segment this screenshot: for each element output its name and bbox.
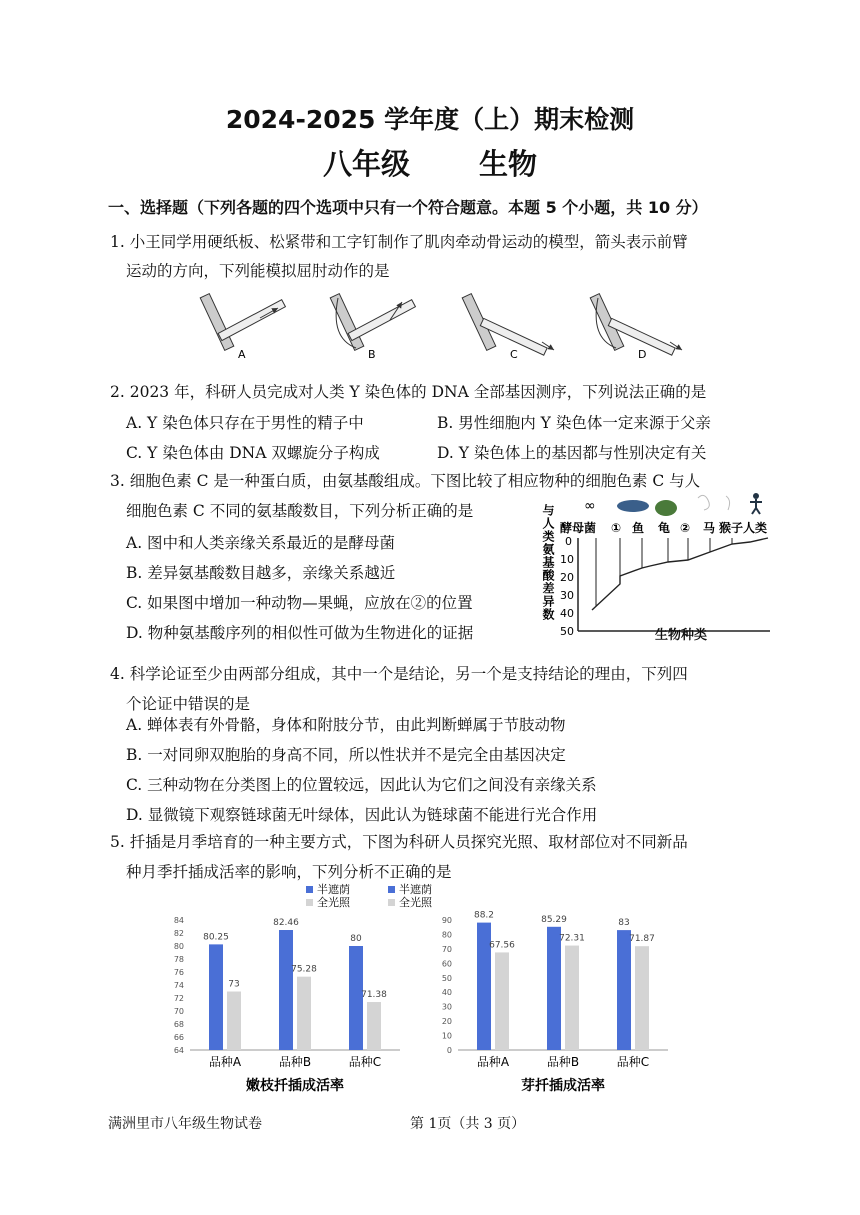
- svg-text:B: B: [368, 348, 376, 361]
- y-tick-label: 66: [173, 1033, 184, 1042]
- q4-option-a: A. 蝉体表有外骨骼，身体和附肢分节，由此判断蝉属于节肢动物: [126, 716, 566, 734]
- q3-yaxis-label: 与人类氨基酸差异数: [541, 504, 555, 621]
- svg-text:30: 30: [560, 589, 574, 602]
- q5-line1: 5. 扦插是月季培育的一种主要方式，下图为科研人员探究光照、取材部位对不同新品: [110, 833, 688, 851]
- svg-text:D: D: [638, 348, 647, 361]
- svg-text:C: C: [510, 348, 518, 361]
- svg-text:马: 马: [703, 521, 716, 535]
- q3-xaxis-label: 生物种类: [655, 628, 708, 643]
- q5-line2: 种月季扦插成活率的影响，下列分析不正确的是: [126, 863, 452, 881]
- y-tick-label: 20: [441, 1017, 452, 1027]
- data-label: 80: [350, 934, 362, 944]
- svg-text:龟: 龟: [658, 521, 671, 535]
- y-tick-label: 68: [173, 1020, 184, 1029]
- category-label: 品种A: [476, 1055, 510, 1069]
- q3-yticks: [560, 535, 574, 638]
- q1-arm-models: [180, 288, 700, 363]
- category-label: 品种B: [546, 1055, 580, 1069]
- y-tick-label: 30: [441, 1002, 452, 1012]
- q1-line1: 1. 小王同学用硬纸板、松紧带和工字钉制作了肌肉牵动骨运动的模型，箭头表示前臂: [110, 233, 688, 251]
- y-tick-label: 60: [441, 959, 452, 969]
- data-label: 82.46: [273, 918, 299, 929]
- svg-text:②: ②: [680, 521, 691, 535]
- human-body: [750, 499, 762, 514]
- y-tick-label: 70: [441, 944, 452, 954]
- data-label: 80.25: [203, 932, 229, 943]
- monkey-icon: [726, 496, 730, 510]
- legend-label-0: 半遮荫: [399, 883, 432, 896]
- bar-1-2: [367, 1002, 381, 1050]
- model-c: [462, 294, 554, 361]
- q3-cytochrome-figure: [538, 488, 778, 646]
- data-label: 75.28: [291, 964, 317, 975]
- species-icons: [584, 493, 762, 516]
- q3-line2: 细胞色素 C 不同的氨基酸数目，下列分析正确的是: [126, 502, 474, 520]
- q3-option-c: C. 如果图中增加一种动物—果蝇，应放在②的位置: [126, 594, 473, 612]
- legend-swatch-1: [388, 899, 395, 906]
- q4-line2: 个论证中错误的是: [126, 695, 251, 713]
- y-tick-label: 72: [173, 994, 184, 1003]
- legend-swatch-1: [306, 899, 313, 906]
- bar-1-2: [635, 946, 649, 1050]
- svg-text:A: A: [238, 348, 246, 361]
- category-label: 品种C: [616, 1055, 650, 1069]
- y-tick-label: 10: [441, 1031, 452, 1041]
- legend-swatch-0: [388, 886, 395, 893]
- model-d: [590, 294, 682, 361]
- footer-page-number: 第 1页（共 3 页）: [410, 1116, 526, 1132]
- legend-swatch-0: [306, 886, 313, 893]
- y-tick-label: 84: [173, 916, 184, 925]
- fish-icon: [617, 500, 649, 512]
- y-tick-label: 50: [441, 973, 452, 983]
- horse-icon: [698, 495, 709, 510]
- q2-option-d: D. Y 染色体上的基因都与性别决定有关: [437, 444, 707, 462]
- exam-title: 2024-2025 学年度（上）期末检测: [225, 105, 635, 134]
- bar-1-1: [565, 946, 579, 1050]
- y-tick-label: 80: [173, 942, 184, 951]
- q4-option-c: C. 三种动物在分类图上的位置较远，因此认为它们之间没有亲缘关系: [126, 776, 597, 794]
- y-tick-label: 76: [173, 968, 184, 977]
- svg-text:鱼: 鱼: [632, 521, 645, 535]
- legend-label-0: 半遮荫: [317, 883, 350, 896]
- data-label: 71.38: [361, 990, 387, 1001]
- y-tick-label: 78: [173, 955, 184, 964]
- bar-0-0: [209, 944, 223, 1050]
- model-a: [200, 294, 285, 361]
- q4-option-d: D. 显微镜下观察链球菌无叶绿体，因此认为链球菌不能进行光合作用: [126, 806, 598, 824]
- category-label: 品种C: [348, 1055, 382, 1069]
- q3-difference-line: [592, 538, 768, 610]
- q2-option-c: C. Y 染色体由 DNA 双螺旋分子构成: [126, 444, 380, 462]
- svg-text:0: 0: [565, 535, 572, 548]
- svg-text:40: 40: [560, 607, 574, 620]
- data-label: 73: [228, 979, 240, 990]
- svg-text:①: ①: [611, 521, 622, 535]
- q4-option-b: B. 一对同卵双胞胎的身高不同，所以性状并不是完全由基因决定: [126, 746, 566, 764]
- q3-line1: 3. 细胞色素 C 是一种蛋白质，由氨基酸组成。下图比较了相应物种的细胞色素 C 与人: [110, 472, 701, 490]
- chart-title: 芽扦插成活率: [521, 1078, 605, 1094]
- section-heading: 一、选择题（下列各题的四个选项中只有一个符合题意。本题 5 个小题，共 10 分）: [108, 198, 708, 217]
- exam-subtitle: 八年级 生物: [322, 147, 538, 181]
- y-tick-label: 40: [441, 988, 452, 998]
- svg-text:人类: 人类: [743, 521, 768, 535]
- q3-option-a: A. 图中和人类亲缘关系最近的是酵母菌: [126, 534, 396, 552]
- data-label: 72.31: [559, 933, 585, 944]
- svg-text:10: 10: [560, 553, 574, 566]
- model-b: [330, 294, 415, 361]
- bar-1-1: [297, 977, 311, 1050]
- q1-line2: 运动的方向，下列能模拟屈肘动作的是: [126, 262, 390, 280]
- q2-stem: 2. 2023 年，科研人员完成对人类 Y 染色体的 DNA 全部基因测序，下列说法正确的是: [110, 383, 707, 401]
- y-tick-label: 90: [441, 916, 452, 925]
- svg-text:50: 50: [560, 625, 574, 638]
- legend-label-1: 全光照: [399, 896, 432, 909]
- bar-1-0: [227, 992, 241, 1051]
- bar-1-0: [495, 952, 509, 1050]
- bar-0-1: [279, 930, 293, 1050]
- q3-option-d: D. 物种氨基酸序列的相似性可做为生物进化的证据: [126, 624, 474, 642]
- q4-line1: 4. 科学论证至少由两部分组成，其中一个是结论，另一个是支持结论的理由，下列四: [110, 665, 688, 683]
- legend-label-1: 全光照: [317, 896, 350, 909]
- chart-title: 嫩枝扦插成活率: [246, 1078, 344, 1094]
- y-tick-label: 80: [441, 930, 452, 940]
- bar-0-1: [547, 927, 561, 1050]
- footer-left: 满洲里市八年级生物试卷: [108, 1116, 262, 1132]
- svg-text:猴子: 猴子: [719, 521, 744, 535]
- data-label: 67.56: [489, 940, 515, 951]
- bar-0-2: [617, 930, 631, 1050]
- q3-option-b: B. 差异氨基酸数目越多，亲缘关系越近: [126, 564, 396, 582]
- svg-text:酵母菌: 酵母菌: [560, 521, 597, 535]
- data-label: 71.87: [629, 934, 655, 945]
- y-tick-label: 74: [173, 981, 184, 990]
- chart-cuttings-bud: [399, 880, 688, 1100]
- data-label: 85.29: [541, 914, 567, 925]
- y-tick-label: 82: [173, 929, 184, 938]
- q2-option-b: B. 男性细胞内 Y 染色体一定来源于父亲: [437, 414, 711, 432]
- q2-option-a: A. Y 染色体只存在于男性的精子中: [126, 414, 364, 432]
- category-label: 品种A: [208, 1055, 242, 1069]
- data-label: 88.2: [473, 910, 495, 921]
- chart-cuttings-tender: [160, 880, 420, 1100]
- turtle-icon: [655, 500, 677, 516]
- human-icon: [753, 493, 759, 499]
- y-tick-label: 70: [173, 1007, 184, 1016]
- category-label: 品种B: [278, 1055, 312, 1069]
- yeast-icon: ∞: [584, 498, 596, 514]
- y-tick-label: 0: [446, 1046, 452, 1055]
- svg-text:20: 20: [560, 571, 574, 584]
- y-tick-label: 64: [173, 1046, 184, 1055]
- data-label: 83: [618, 918, 630, 929]
